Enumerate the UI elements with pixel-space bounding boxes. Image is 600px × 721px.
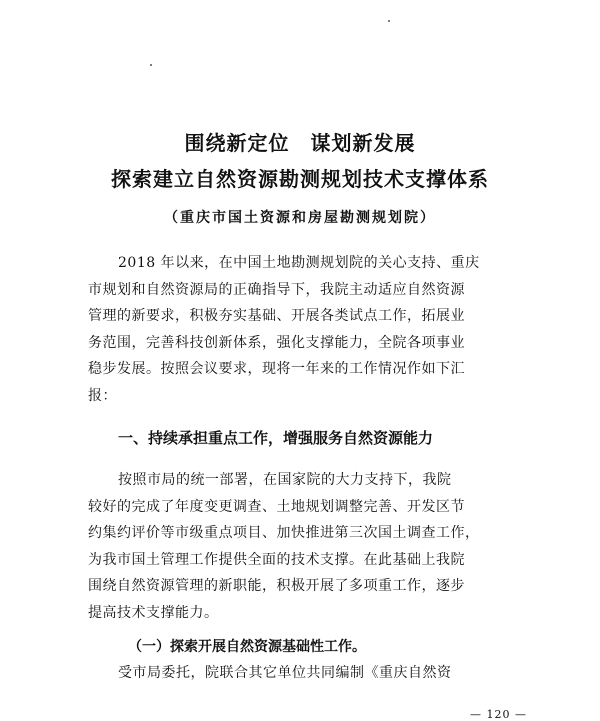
intro-line: 务范围，完善科技创新体系，强化支撑能力，全院各项事业 — [88, 334, 465, 351]
organization-subtitle: （重庆市国土资源和房屋勘测规划院） — [164, 210, 436, 226]
title-line-1: 围绕新定位 谋划新发展 — [184, 131, 416, 155]
section-line: 为我市国土管理工作提供全面的技术支撑。在此基础上我院 — [88, 551, 465, 568]
scan-speck — [388, 20, 390, 22]
subsection-paragraph — [88, 660, 528, 687]
intro-line: 管理的新要求，积极夯实基础、开展各类试点工作，拓展业 — [88, 308, 465, 324]
intro-line: 2018 年以来，在中国土地勘测规划院的关心支持、重庆 — [118, 255, 480, 271]
intro-line: 稳步发展。按照会议要求，现将一年来的工作情况作如下汇 — [88, 361, 465, 377]
intro-line: 报： — [88, 387, 117, 404]
section-1-paragraph — [88, 467, 528, 626]
section-line: 按照市局的统一部署，在国家院的大力支持下，我院 — [118, 472, 452, 488]
section-line: 约集约评价等市级重点项目、加快推进第三次国土调查工作， — [88, 525, 480, 541]
subsection-heading: （一）探索开展自然资源基础性工作。 — [128, 639, 366, 655]
page-number: — 120 — — [470, 708, 527, 721]
subsection-line: 受市局委托，院联合其它单位共同编制《重庆自然资 — [118, 665, 452, 681]
intro-paragraph — [88, 250, 528, 409]
section-line: 围绕自然资源管理的新职能，积极开展了多项重工作，逐步 — [88, 578, 465, 594]
intro-line: 市规划和自然资源局的正确指导下，我院主动适应自然资源 — [88, 281, 465, 298]
scan-speck — [150, 64, 152, 66]
section-line: 较好的完成了年度变更调查、土地规划调整完善、开发区节 — [88, 498, 465, 515]
section-line: 提高技术支撑能力。 — [88, 604, 219, 621]
title-line-2: 探索建立自然资源勘测规划技术支撑体系 — [111, 167, 489, 191]
section-1-heading: 一、持续承担重点工作，增强服务自然资源能力 — [118, 429, 434, 447]
